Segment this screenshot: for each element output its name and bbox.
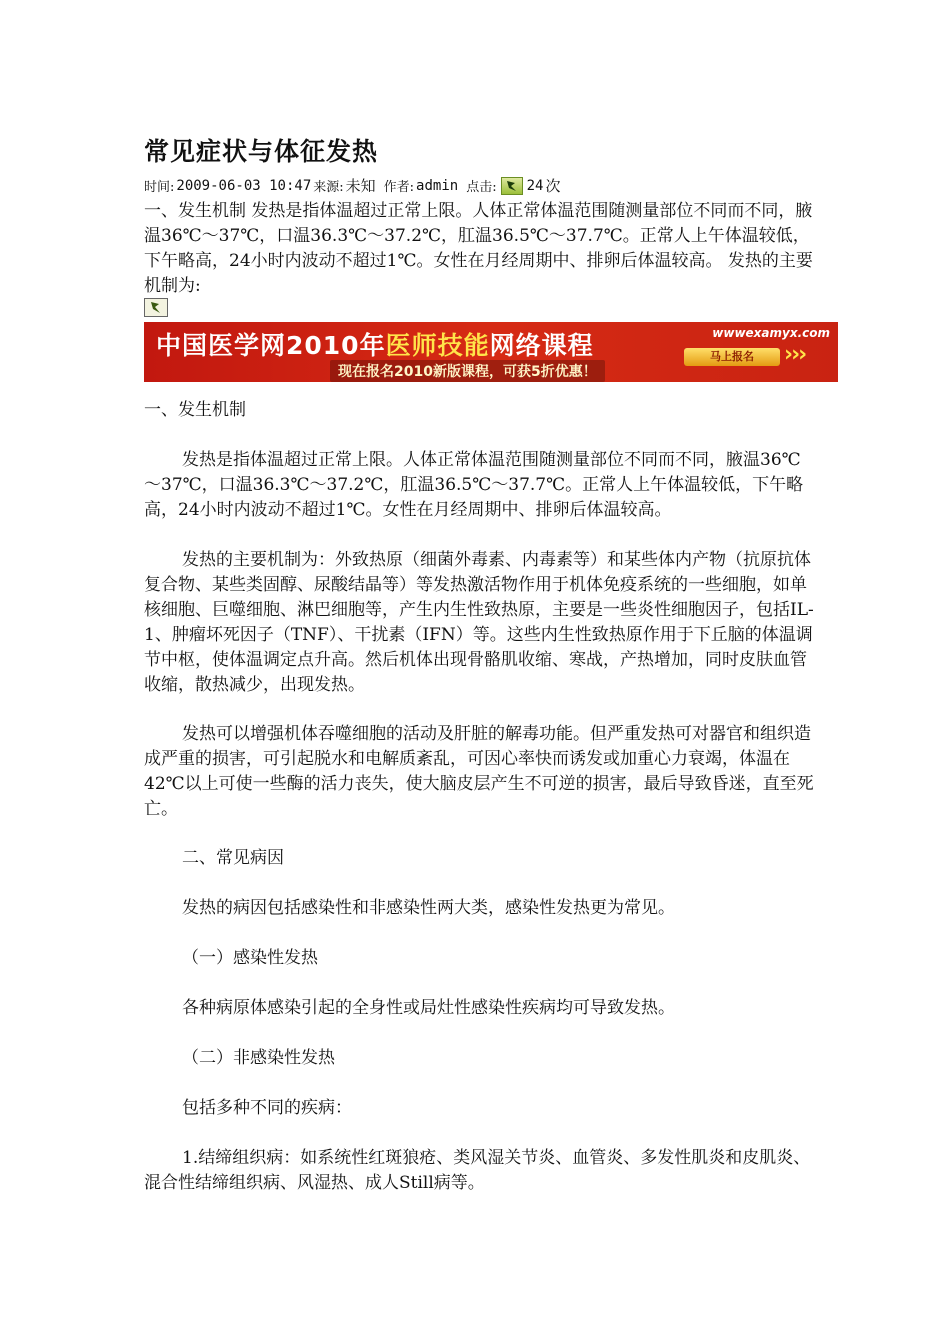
- image-placeholder-icon: [144, 298, 168, 317]
- banner-headline-highlight: 医师技能: [385, 331, 490, 360]
- hits-value: 24: [526, 177, 544, 194]
- paragraph: 发热的主要机制为：外致热原（细菌外毒素、内毒素等）和某些体内产物（抗原抗体复合物、某些类固醇、尿酸结晶等）等发热激活物作用于机体免疫系统的一些细胞，如单核细胞、巨噬细胞、淋巴细胞等，产生内生性致热原，主要是一些炎性细胞因子，包括IL-1、肿瘤坏死因子（TNF）、干扰素（IFN）等。这些内生性致热原作用于下丘脑的体温调节中枢，使体温调定点升高。然后机体出现骨骼肌收缩、寒战，产热增加，同时皮肤血管收缩，散热减少，出现发热。: [144, 550, 814, 695]
- article-intro: 一、发生机制 发热是指体温超过正常上限。人体正常体温范围随测量部位不同而不同，腋温36℃～37℃，口温36.3℃～37.2℃，肛温36.5℃～37.7℃。正常人上午体温较低，下午略高，24小时内波动不超过1℃。女性在月经周期中、排卵后体温较高。 发热的主要机制为:: [144, 201, 813, 296]
- paragraph: 各种病原体感染引起的全身性或局灶性感染性疾病均可导致发热。: [182, 998, 675, 1018]
- course-ad-banner[interactable]: [144, 322, 838, 382]
- source-value: 未知: [345, 177, 376, 195]
- article-meta: [144, 175, 560, 196]
- hits-label: 点击:: [466, 180, 497, 195]
- article-title: 常见症状与体征发热: [144, 137, 379, 166]
- section-heading: 一、发生机制: [144, 400, 246, 420]
- section-heading: 二、常见病因: [182, 848, 284, 868]
- banner-headline-suffix: 网络课程: [489, 331, 594, 360]
- hits-suffix: 次: [545, 177, 561, 195]
- banner-arrows-icon: ›››: [784, 342, 806, 367]
- author-value: admin: [416, 177, 459, 194]
- subsection-heading: （二）非感染性发热: [182, 1048, 335, 1068]
- paragraph: 发热是指体温超过正常上限。人体正常体温范围随测量部位不同而不同，腋温36℃～37℃，口温36.3℃～37.2℃，肛温36.5℃～37.7℃。正常人上午体温较低，下午略高，24小时内波动不超过1℃。女性在月经周期中、排卵后体温较高。: [144, 450, 804, 520]
- banner-headline-prefix: 中国医学网2010年: [156, 331, 386, 360]
- subsection-heading: （一）感染性发热: [182, 948, 318, 968]
- time-value: 2009-06-03 10:47: [176, 177, 312, 194]
- list-item: 1.结缔组织病：如系统性红斑狼疮、类风湿关节炎、血管炎、多发性肌炎和皮肌炎、混合性结缔组织病、风湿热、成人Still病等。: [144, 1148, 811, 1193]
- source-label: 来源:: [313, 180, 344, 195]
- banner-headline: [156, 326, 594, 362]
- time-label: 时间:: [144, 180, 175, 195]
- paragraph: 发热可以增强机体吞噬细胞的活动及肝脏的解毒功能。但严重发热可对器官和组织造成严重的损害，可引起脱水和电解质紊乱，可因心率快而诱发或加重心力衰竭，体温在42℃以上可使一些酶的活力丧失，使大脑皮层产生不可逆的损害，最后导致昏迷，直至死亡。: [144, 724, 814, 819]
- hits-counter-icon: [501, 177, 523, 195]
- banner-subline: 现在报名2010新版课程，可获5折优惠！: [330, 360, 605, 382]
- paragraph: 发热的病因包括感染性和非感染性两大类，感染性发热更为常见。: [182, 898, 675, 918]
- paragraph: 包括多种不同的疾病：: [182, 1098, 352, 1118]
- author-label: 作者:: [383, 180, 415, 195]
- banner-url: wwwexamyx.com: [712, 326, 830, 340]
- banner-signup-button[interactable]: 马上报名: [684, 348, 780, 366]
